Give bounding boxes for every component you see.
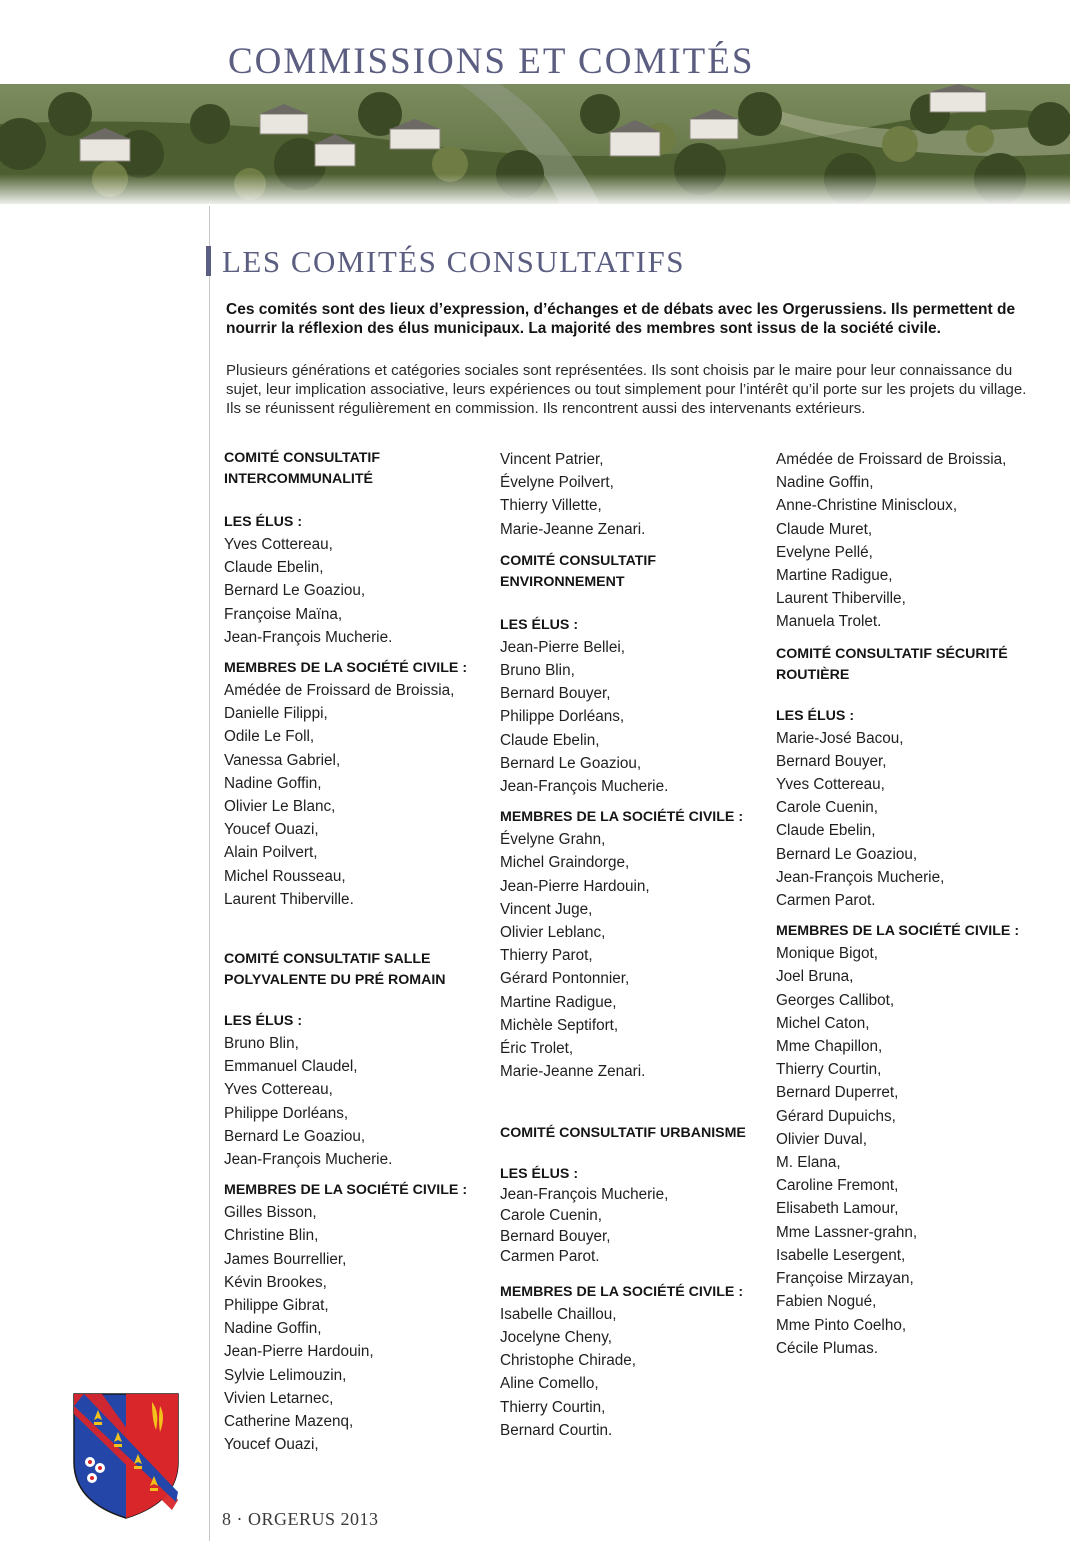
member-name: Jean-François Mucherie.	[224, 1151, 393, 1169]
member-name: Claude Ebelin,	[776, 822, 876, 840]
member-name: Laurent Thiberville.	[224, 890, 354, 908]
member-name: Danielle Filippi,	[224, 705, 328, 723]
member-name: Elisabeth Lamour,	[776, 1200, 899, 1218]
page-title: COMMISSIONS ET COMITÉS	[228, 41, 755, 82]
member-name: Yves Cottereau,	[776, 776, 885, 794]
intro-text: Plusieurs générations et catégories sociales sont représentées. Ils sont choisis par le maire pour leur connaissance du sujet, leur implication associative, leurs expériences ou tout simplement pour l’intérêt qu’il porte sur les projets du village. Ils se réunissent régulièrement en commission. Ils rencontrent aussi des intervenants extérieurs.	[226, 362, 1027, 417]
committee-title-line: POLYVALENTE DU PRÉ ROMAIN	[224, 972, 446, 989]
member-name: Jean-François Mucherie,	[776, 868, 945, 886]
member-name: Bernard Bouyer,	[776, 752, 887, 770]
member-name: Amédée de Froissard de Broissia,	[776, 451, 1007, 468]
elus-label: LES ÉLUS :	[776, 707, 855, 724]
member-name: Jean-François Mucherie.	[224, 628, 393, 646]
member-name: Carmen Parot.	[776, 892, 876, 910]
committee-title-line: INTERCOMMUNALITÉ	[224, 471, 373, 487]
member-name: Bernard Le Goaziou,	[224, 582, 366, 600]
member-name: Jean-François Mucherie.	[500, 778, 669, 796]
committee-title-intercommunalite	[224, 448, 474, 490]
member-name: Caroline Fremont,	[776, 1177, 899, 1195]
committee-title-line: COMITÉ CONSULTATIF SÉCURITÉ	[776, 645, 1008, 662]
member-name: Martine Radigue,	[776, 567, 893, 585]
member-name: Carole Cuenin,	[500, 1207, 603, 1225]
elus-list	[224, 1032, 474, 1171]
civile-label: MEMBRES DE LA SOCIÉTÉ CIVILE :	[224, 660, 468, 677]
member-name: Bernard Le Goaziou,	[776, 845, 918, 863]
member-name: Laurent Thiberville,	[776, 590, 906, 608]
member-name: Olivier Leblanc,	[500, 924, 606, 942]
member-name: Amédée de Froissard de Broissia,	[224, 682, 455, 700]
elus-list	[500, 636, 760, 798]
member-name: Claude Muret,	[776, 520, 873, 538]
elus-label: LES ÉLUS :	[224, 1013, 303, 1030]
member-name: Kévin Brookes,	[224, 1273, 327, 1291]
elus-list	[224, 533, 474, 649]
member-name: Mme Lassner-grahn,	[776, 1223, 918, 1241]
member-name: James Bourrellier,	[224, 1250, 347, 1268]
civile-label: MEMBRES DE LA SOCIÉTÉ CIVILE :	[224, 1182, 468, 1199]
member-name: Nadine Goffin,	[224, 1320, 322, 1338]
member-name: Thierry Courtin,	[500, 1398, 606, 1416]
member-name: Manuela Trolet.	[776, 613, 882, 631]
member-name: Marie-José Bacou,	[776, 729, 904, 747]
elus-list	[500, 1185, 760, 1267]
member-name: Françoise Mirzayan,	[776, 1270, 914, 1288]
member-name: Évelyne Poilvert,	[500, 474, 614, 492]
committee-title-urbanisme	[500, 1123, 760, 1144]
section-marker	[206, 246, 211, 276]
member-name: Alain Poilvert,	[224, 844, 318, 862]
member-name: Carmen Parot.	[500, 1248, 600, 1266]
member-name: Mme Chapillon,	[776, 1038, 883, 1056]
member-name: Odile Le Foll,	[224, 728, 315, 746]
member-name: Isabelle Lesergent,	[776, 1246, 906, 1264]
committee-title-line: COMITÉ CONSULTATIF	[500, 552, 657, 569]
aerial-village-banner	[0, 84, 1070, 204]
member-name: Evelyne Pellé,	[776, 543, 873, 561]
member-name: Olivier Le Blanc,	[224, 798, 336, 816]
member-name: Isabelle Chaillou,	[500, 1305, 617, 1323]
section-title-text: LES COMITÉS CONSULTATIFS	[222, 244, 685, 279]
member-name: Jean-Pierre Hardouin,	[500, 877, 650, 895]
member-name: Bernard Courtin.	[500, 1421, 613, 1439]
civile-list-continued	[776, 448, 1046, 634]
member-name: Mme Pinto Coelho,	[776, 1316, 907, 1334]
member-name: Marie-Jeanne Zenari.	[500, 1063, 646, 1081]
page-footer: 8 · ORGERUS 2013	[222, 1509, 379, 1529]
member-name: Aline Comello,	[500, 1375, 599, 1393]
member-name: Philippe Dorléans,	[500, 708, 625, 726]
member-name: Bernard Le Goaziou,	[500, 754, 642, 772]
column-2	[500, 448, 760, 1442]
member-name: Marie-Jeanne Zenari.	[500, 520, 646, 538]
committee-title-line: COMITÉ CONSULTATIF SALLE	[224, 951, 431, 968]
member-name: Michèle Septifort,	[500, 1016, 619, 1034]
member-name: Jean-Pierre Hardouin,	[224, 1343, 374, 1361]
elus-list	[776, 727, 1046, 913]
committee-title-salle	[224, 949, 474, 991]
member-name: Michel Caton,	[776, 1014, 870, 1032]
member-name: Youcef Ouazi,	[224, 1436, 319, 1454]
committee-title-line: COMITÉ CONSULTATIF	[224, 450, 381, 466]
committee-title-line: ENVIRONNEMENT	[500, 573, 625, 590]
member-name: Yves Cottereau,	[224, 536, 333, 553]
member-name: Vincent Patrier,	[500, 451, 604, 468]
civile-list	[500, 1303, 760, 1442]
member-name: Vanessa Gabriel,	[224, 751, 341, 769]
member-name: Yves Cottereau,	[224, 1081, 333, 1099]
committee-title-environnement	[500, 551, 760, 593]
member-name: Nadine Goffin,	[224, 774, 322, 792]
intro-bold: Ces comités sont des lieux d’expression, d’échanges et de débats avec les Orgerussiens. Ils permettent de nourrir la réflexion des élus municipaux. La majorité des membres sont issus de la société civile.	[226, 301, 1016, 337]
member-name: Emmanuel Claudel,	[224, 1058, 358, 1076]
civile-label: MEMBRES DE LA SOCIÉTÉ CIVILE :	[776, 923, 1020, 940]
elus-label: LES ÉLUS :	[224, 514, 303, 530]
member-name: Joel Bruna,	[776, 968, 854, 986]
member-name: Carole Cuenin,	[776, 799, 879, 817]
civile-list	[776, 942, 1046, 1360]
civile-list-continued	[500, 448, 760, 541]
column-rule	[209, 206, 210, 1541]
member-name: Gilles Bisson,	[224, 1204, 317, 1222]
civile-list	[500, 828, 760, 1083]
member-name: Bruno Blin,	[500, 662, 575, 680]
member-name: Bernard Duperret,	[776, 1084, 899, 1102]
member-name: Michel Rousseau,	[224, 867, 346, 885]
civile-label: MEMBRES DE LA SOCIÉTÉ CIVILE :	[500, 1283, 744, 1300]
committee-title-line: COMITÉ CONSULTATIF URBANISME	[500, 1125, 746, 1142]
member-name: Cécile Plumas.	[776, 1339, 879, 1357]
member-name: Vivien Letarnec,	[224, 1389, 334, 1407]
member-name: Claude Ebelin,	[224, 559, 324, 577]
member-name: Gérard Dupuichs,	[776, 1107, 896, 1125]
member-name: Claude Ebelin,	[500, 731, 600, 749]
member-name: M. Elana,	[776, 1154, 841, 1172]
civile-list	[224, 1201, 474, 1456]
member-name: Thierry Parot,	[500, 947, 593, 965]
member-name: Martine Radigue,	[500, 993, 617, 1011]
member-name: Philippe Gibrat,	[224, 1297, 329, 1315]
column-3	[776, 448, 1046, 1360]
member-name: Christophe Chirade,	[500, 1352, 637, 1370]
member-name: Bruno Blin,	[224, 1035, 299, 1053]
member-name: Vincent Juge,	[500, 900, 593, 918]
member-name: Bernard Bouyer,	[500, 1227, 611, 1245]
member-name: Jocelyne Cheny,	[500, 1329, 612, 1347]
member-name: Fabien Nogué,	[776, 1293, 877, 1311]
member-name: Youcef Ouazi,	[224, 821, 319, 839]
member-name: Georges Callibot,	[776, 991, 895, 1009]
member-name: Catherine Mazenq,	[224, 1413, 354, 1431]
section-title	[206, 244, 685, 280]
member-name: Philippe Dorléans,	[224, 1104, 349, 1122]
civile-label: MEMBRES DE LA SOCIÉTÉ CIVILE :	[500, 809, 744, 826]
member-name: Olivier Duval,	[776, 1130, 867, 1148]
member-name: Jean-Pierre Bellei,	[500, 638, 625, 656]
elus-label: LES ÉLUS :	[500, 616, 579, 633]
member-name: Monique Bigot,	[776, 945, 879, 963]
committee-title-securite	[776, 644, 1046, 686]
civile-list	[224, 679, 474, 911]
coat-of-arms-icon	[72, 1392, 180, 1520]
member-name: Sylvie Lelimouzin,	[224, 1366, 347, 1384]
member-name: Éric Trolet,	[500, 1040, 574, 1058]
member-name: Nadine Goffin,	[776, 474, 874, 492]
member-name: Michel Graindorge,	[500, 854, 630, 872]
column-1	[224, 448, 474, 1457]
member-name: Jean-François Mucherie,	[500, 1186, 669, 1204]
elus-label: LES ÉLUS :	[500, 1166, 579, 1183]
member-name: Bernard Le Goaziou,	[224, 1127, 366, 1145]
member-name: Bernard Bouyer,	[500, 685, 611, 703]
member-name: Françoise Maïna,	[224, 605, 343, 623]
member-name: Thierry Villette,	[500, 497, 602, 515]
member-name: Gérard Pontonnier,	[500, 970, 630, 988]
member-name: Anne-Christine Miniscloux,	[776, 497, 958, 515]
committee-title-line: ROUTIÈRE	[776, 666, 850, 683]
member-name: Évelyne Grahn,	[500, 831, 606, 849]
member-name: Christine Blin,	[224, 1227, 319, 1245]
member-name: Thierry Courtin,	[776, 1061, 882, 1079]
